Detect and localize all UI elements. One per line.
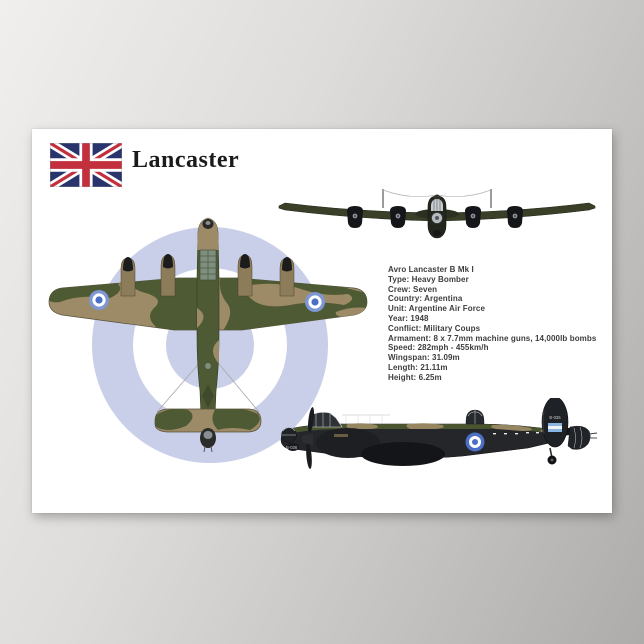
side-view-illustration bbox=[278, 398, 600, 474]
poster bbox=[32, 129, 612, 513]
spec-line: Length: 21.11m bbox=[388, 362, 448, 372]
spec-line: Country: Argentina bbox=[388, 294, 463, 304]
antenna-wire bbox=[437, 190, 491, 197]
fin-registration-text: B-036 bbox=[549, 415, 561, 420]
tail-fin bbox=[542, 398, 568, 447]
nose-registration-text: B-036 bbox=[286, 445, 298, 450]
spec-line: Speed: 282mph - 455km/h bbox=[388, 343, 489, 353]
top-cockpit-glazing bbox=[200, 250, 216, 280]
poster-title: Lancaster bbox=[132, 147, 240, 173]
spec-line: Height: 6.25m bbox=[388, 372, 442, 382]
h2s-radome bbox=[361, 442, 445, 466]
port-wing-roundel bbox=[89, 290, 109, 310]
spec-line: Unit: Argentine Air Force bbox=[388, 304, 486, 314]
fuselage-roundel bbox=[466, 433, 485, 452]
spec-sheet bbox=[388, 265, 618, 383]
spec-line: Armament: 8 x 7.7mm machine guns, 14,000lb bombs bbox=[388, 333, 597, 343]
antenna-wire bbox=[383, 190, 437, 197]
spec-line: Crew: Seven bbox=[388, 284, 438, 294]
spec-line: Wingspan: 31.09m bbox=[388, 353, 460, 363]
starboard-wing-roundel bbox=[305, 292, 325, 312]
tail-turret bbox=[568, 426, 590, 449]
argentina-flag-icon bbox=[548, 423, 562, 432]
union-jack-flag-icon bbox=[50, 143, 122, 187]
spec-line: Conflict: Military Coups bbox=[388, 323, 481, 333]
spec-line: Year: 1948 bbox=[388, 313, 429, 323]
spec-line: Type: Heavy Bomber bbox=[388, 274, 469, 284]
spec-line: Avro Lancaster B Mk I bbox=[388, 265, 474, 274]
